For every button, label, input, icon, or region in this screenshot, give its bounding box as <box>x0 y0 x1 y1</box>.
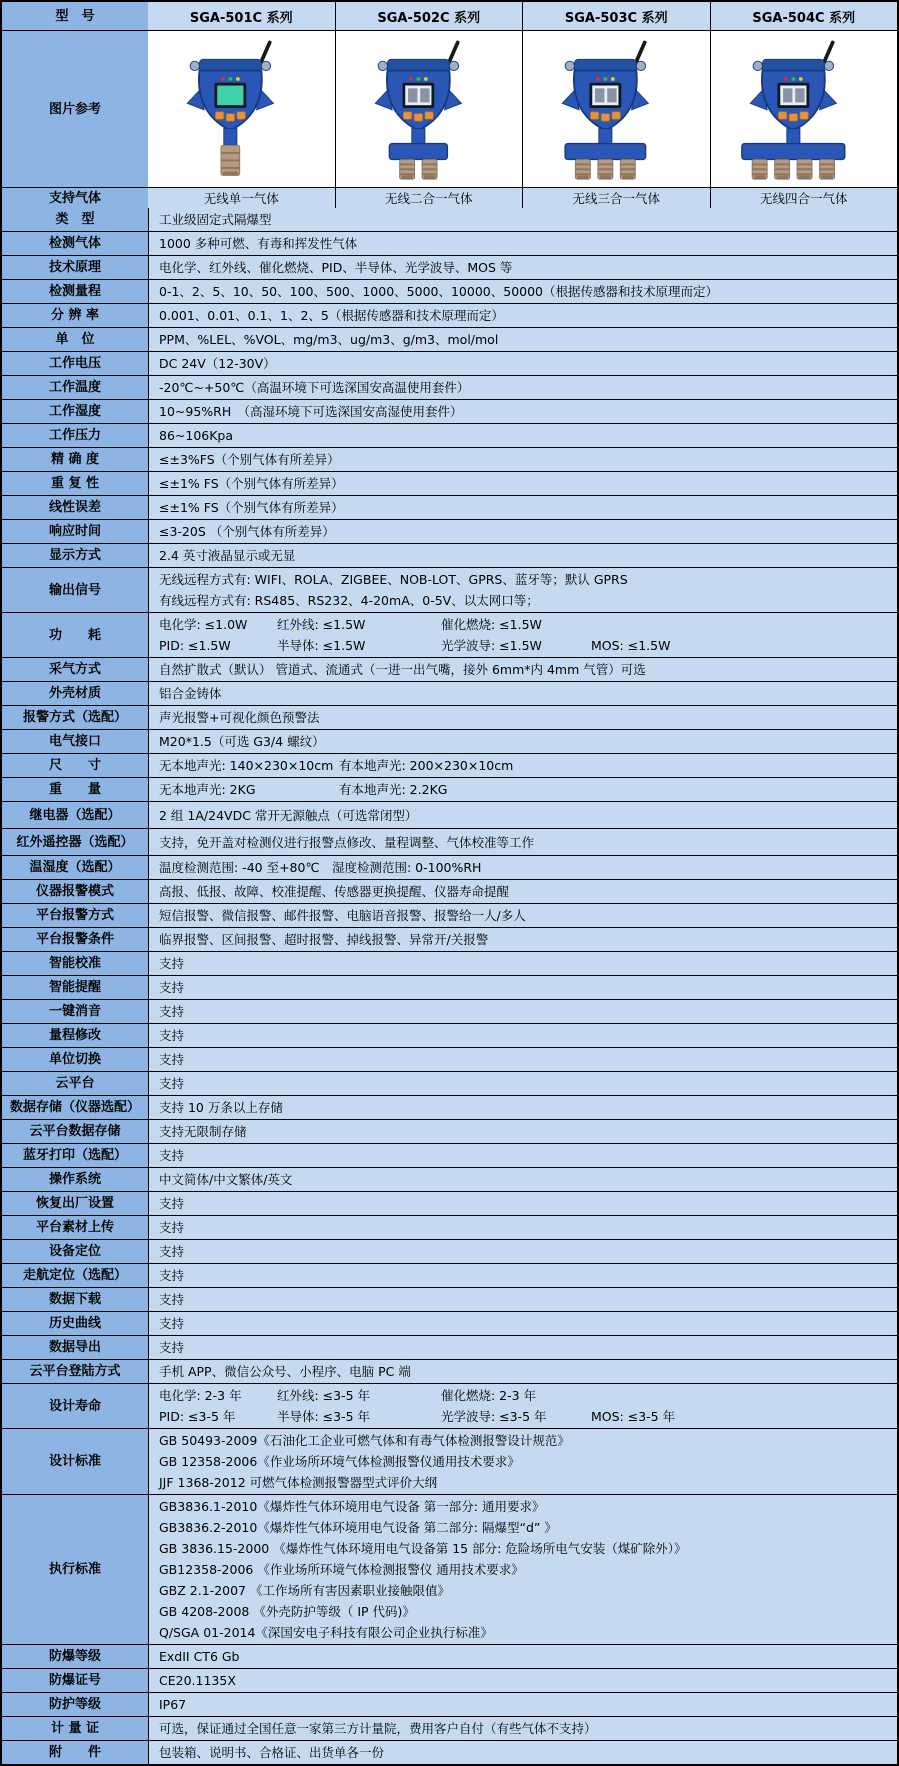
spec-value-segment: 有本地声光: 200×230×10cm <box>339 758 514 773</box>
spec-value-line <box>159 635 887 656</box>
spec-row-label: 设计标准 <box>2 1429 148 1494</box>
spec-row-value <box>148 1693 897 1716</box>
spec-value-line <box>159 1385 887 1406</box>
spec-value-segment: PID: ≤3-5 年 <box>159 1409 236 1424</box>
spec-row <box>2 327 897 351</box>
spec-row <box>2 1071 897 1095</box>
spec-value-text: 中文简体/中文繁体/英文 <box>159 1172 293 1187</box>
spec-value-line: GB 50493-2009《石油化工企业可燃气体和有毒气体检测报警设计规范》 <box>159 1433 570 1448</box>
spec-row-value <box>148 730 897 753</box>
spec-row-value <box>148 544 897 567</box>
spec-row-label: 工作湿度 <box>2 400 148 423</box>
spec-row-value <box>148 1264 897 1287</box>
spec-row-label: 输出信号 <box>2 568 148 612</box>
spec-row <box>2 1692 897 1716</box>
spec-value-segment: 光学波导: ≤1.5W <box>441 638 542 653</box>
spec-row <box>2 975 897 999</box>
spec-value-segment: PID: ≤1.5W <box>159 638 231 653</box>
spec-row-label: 显示方式 <box>2 544 148 567</box>
supported-gas-value: 无线二合一气体 <box>335 188 523 208</box>
spec-value-text: 支持 <box>159 1244 185 1259</box>
spec-value-text: ExdII CT6 Gb <box>159 1649 240 1664</box>
spec-row-value <box>148 1312 897 1335</box>
spec-value-line: GB3836.2-2010《爆炸性气体环境用电气设备 第二部分: 隔爆型“d” 》 <box>159 1520 557 1535</box>
spec-value-text: 支持 <box>159 1052 185 1067</box>
spec-row <box>2 729 897 753</box>
spec-row-label: 工作温度 <box>2 376 148 399</box>
spec-row-label: 数据导出 <box>2 1336 148 1359</box>
spec-row-label: 平台报警方式 <box>2 904 148 927</box>
spec-row-value <box>148 1192 897 1215</box>
spec-value-line: GB 12358-2006《作业场所环境气体检测报警仪通用技术要求》 <box>159 1454 520 1469</box>
spec-row-value <box>148 1360 897 1383</box>
spec-row-label: 重 量 <box>2 778 148 801</box>
spec-row-value <box>148 1048 897 1071</box>
spec-row <box>2 1668 897 1692</box>
spec-row-label: 数据存储（仪器选配） <box>2 1096 148 1119</box>
spec-row <box>2 1023 897 1047</box>
spec-value-line <box>159 1406 887 1427</box>
spec-row-label: 设计寿命 <box>2 1384 148 1428</box>
spec-row-value <box>148 1288 897 1311</box>
spec-value-line: GBZ 2.1-2007 《工作场所有害因素职业接触限值》 <box>159 1583 450 1598</box>
spec-row-label: 历史曲线 <box>2 1312 148 1335</box>
spec-row-label: 平台素材上传 <box>2 1216 148 1239</box>
spec-row-value <box>148 1336 897 1359</box>
spec-value-text: ≤3-20S （个别气体有所差异） <box>159 524 335 539</box>
supported-gas-value: 无线四合一气体 <box>710 188 898 208</box>
spec-row <box>2 801 897 828</box>
spec-row <box>2 1311 897 1335</box>
spec-row <box>2 399 897 423</box>
spec-value-text: 自然扩散式（默认） 管道式、流通式（一进一出气嘴，接外 6mm*内 4mm 气管）可选 <box>159 662 646 677</box>
spec-row-value <box>148 658 897 681</box>
model-header: SGA-501C 系列 <box>148 2 335 30</box>
spec-row-label: 尺 寸 <box>2 754 148 777</box>
spec-row <box>2 1095 897 1119</box>
spec-row <box>2 279 897 303</box>
spec-value-segment: 无本地声光: 2KG <box>159 782 256 797</box>
spec-row-value <box>148 1072 897 1095</box>
spec-value-text: 1000 多种可燃、有毒和挥发性气体 <box>159 236 358 251</box>
spec-row-label: 红外遥控器（选配） <box>2 829 148 855</box>
gas-detector-3-probe-icon <box>523 35 710 181</box>
spec-row-label: 响应时间 <box>2 520 148 543</box>
model-header: SGA-502C 系列 <box>335 2 523 30</box>
spec-value-text: 支持 <box>159 1028 185 1043</box>
spec-value-segment: 有本地声光: 2.2KG <box>339 782 448 797</box>
spec-row <box>2 927 897 951</box>
spec-row <box>2 828 897 855</box>
spec-row-value <box>148 952 897 975</box>
spec-value-segment: 无本地声光: 140×230×10cm <box>159 758 334 773</box>
gas-detector-2-probe-icon <box>336 35 523 181</box>
spec-row <box>2 1143 897 1167</box>
supported-gas-value: 无线单一气体 <box>148 188 335 208</box>
spec-row-label: 类 型 <box>2 208 148 231</box>
spec-row-value <box>148 496 897 519</box>
spec-value-text: PPM、%LEL、%VOL、mg/m3、ug/m3、g/m3、mol/mol <box>159 332 499 347</box>
spec-row-label: 精 确 度 <box>2 448 148 471</box>
spec-value-line: GB12358-2006 《作业场所环境气体检测报警仪 通用技术要求》 <box>159 1562 524 1577</box>
gas-detector-4-probe-icon <box>711 35 898 181</box>
spec-row-value <box>148 976 897 999</box>
spec-row-value <box>148 352 897 375</box>
spec-row-label: 附 件 <box>2 1741 148 1764</box>
spec-row-label: 单位切换 <box>2 1048 148 1071</box>
spec-row-label: 设备定位 <box>2 1240 148 1263</box>
spec-value-text: 电化学、红外线、催化燃烧、PID、半导体、光学波导、MOS 等 <box>159 260 513 275</box>
spec-row-label: 重 复 性 <box>2 472 148 495</box>
spec-row-label: 工作压力 <box>2 424 148 447</box>
spec-value-segment: 催化燃烧: ≤1.5W <box>441 617 542 632</box>
spec-row <box>2 1047 897 1071</box>
spec-row-label: 仪器报警模式 <box>2 880 148 903</box>
spec-value-line: GB 3836.15-2000 《爆炸性气体环境用电气设备第 15 部分: 危险场所电气安装（煤矿除外）》 <box>159 1541 687 1556</box>
spec-row-value <box>148 1240 897 1263</box>
spec-row-value <box>148 448 897 471</box>
spec-row-label: 数据下载 <box>2 1288 148 1311</box>
spec-value-text: 声光报警+可视化颜色预警法 <box>159 710 320 725</box>
spec-value-text: 支持 <box>159 1148 185 1163</box>
spec-row-value <box>148 1120 897 1143</box>
product-image-sga-503c <box>522 31 710 187</box>
spec-row <box>2 1167 897 1191</box>
spec-value-text: 包装箱、说明书、合格证、出货单各一份 <box>159 1745 385 1760</box>
spec-row <box>2 951 897 975</box>
spec-row-value <box>148 400 897 423</box>
spec-row <box>2 999 897 1023</box>
spec-row <box>2 1494 897 1644</box>
spec-row-label: 电气接口 <box>2 730 148 753</box>
spec-row <box>2 879 897 903</box>
spec-row-value <box>148 328 897 351</box>
spec-row-label: 外壳材质 <box>2 682 148 705</box>
spec-row-label: 技术原理 <box>2 256 148 279</box>
spec-value-text: 临界报警、区间报警、超时报警、掉线报警、异常开/关报警 <box>159 932 489 947</box>
spec-value-text: 可选，保证通过全国任意一家第三方计量院，费用客户自付（有些气体不支持） <box>159 1721 597 1736</box>
spec-row-value <box>148 778 897 801</box>
spec-row-label: 计 量 证 <box>2 1717 148 1740</box>
spec-value-segment: 电化学: ≤1.0W <box>159 617 248 632</box>
spec-value-line <box>159 614 887 635</box>
spec-row <box>2 1644 897 1668</box>
spec-row-label: 单 位 <box>2 328 148 351</box>
spec-row-value <box>148 1741 897 1764</box>
spec-row-value <box>148 520 897 543</box>
spec-row-label: 分 辨 率 <box>2 304 148 327</box>
spec-row-value <box>148 754 897 777</box>
spec-row-label: 防爆等级 <box>2 1645 148 1668</box>
spec-value-text: 高报、低报、故障、校准提醒、传感器更换提醒、仪器寿命提醒 <box>159 884 510 899</box>
spec-value-text: 支持无限制存储 <box>159 1124 247 1139</box>
spec-value-text: 0.001、0.01、0.1、1、2、5（根据传感器和技术原理而定） <box>159 308 504 323</box>
model-header: SGA-504C 系列 <box>710 2 898 30</box>
spec-row-value <box>148 376 897 399</box>
spec-value-line: 无线远程方式有: WIFI、ROLA、ZIGBEE、NOB-LOT、GPRS、蓝牙等；默认 GPRS <box>159 572 628 587</box>
spec-row <box>2 1335 897 1359</box>
spec-value-text: 支持 <box>159 956 185 971</box>
spec-value-text: 短信报警、微信报警、邮件报警、电脑语音报警、报警给一人/多人 <box>159 908 526 923</box>
spec-row <box>2 1716 897 1740</box>
spec-row-label: 线性误差 <box>2 496 148 519</box>
spec-row-label: 智能校准 <box>2 952 148 975</box>
spec-value-line <box>159 779 887 800</box>
spec-row-value <box>148 1717 897 1740</box>
spec-row-label: 云平台数据存储 <box>2 1120 148 1143</box>
product-image-sga-504c <box>710 31 898 187</box>
spec-value-segment: 红外线: ≤1.5W <box>277 617 366 632</box>
spec-value-text: 支持 <box>159 1340 185 1355</box>
spec-value-text: CE20.1135X <box>159 1673 236 1688</box>
spec-row-value <box>148 802 897 828</box>
spec-value-text: 温度检测范围: -40 至+80℃ 湿度检测范围: 0-100%RH <box>159 860 482 875</box>
spec-value-segment: MOS: ≤3-5 年 <box>591 1409 676 1424</box>
spec-row-value <box>148 829 897 855</box>
spec-value-text: 2.4 英寸液晶显示或无显 <box>159 548 296 563</box>
spec-row <box>2 777 897 801</box>
spec-value-text: 支持 <box>159 1076 185 1091</box>
spec-row-value <box>148 880 897 903</box>
spec-row-label: 检测气体 <box>2 232 148 255</box>
spec-row <box>2 303 897 327</box>
spec-row <box>2 705 897 729</box>
spec-row-value <box>148 1024 897 1047</box>
spec-row-label: 云平台 <box>2 1072 148 1095</box>
spec-row <box>2 231 897 255</box>
spec-row <box>2 1215 897 1239</box>
spec-value-text: 支持 <box>159 1316 185 1331</box>
spec-row-value <box>148 1144 897 1167</box>
gas-row <box>2 187 897 208</box>
spec-value-text: 铝合金铸体 <box>159 686 222 701</box>
spec-row-value <box>148 568 897 612</box>
spec-row <box>2 375 897 399</box>
spec-row-value <box>148 1669 897 1692</box>
spec-value-text: 2 组 1A/24VDC 常开无源触点（可选常闭型） <box>159 807 418 823</box>
spec-row-value <box>148 1495 897 1644</box>
spec-row <box>2 612 897 657</box>
spec-row <box>2 255 897 279</box>
spec-row-value <box>148 706 897 729</box>
spec-row-label: 平台报警条件 <box>2 928 148 951</box>
spec-row-value <box>148 1429 897 1494</box>
spec-value-text: 支持 <box>159 1196 185 1211</box>
spec-row-value <box>148 613 897 657</box>
spec-row <box>2 471 897 495</box>
spec-value-line: JJF 1368-2012 可燃气体检测报警器型式评价大纲 <box>159 1475 438 1490</box>
image-row <box>2 30 897 187</box>
spec-row <box>2 447 897 471</box>
spec-row <box>2 1428 897 1494</box>
spec-value-text: IP67 <box>159 1697 187 1712</box>
spec-value-segment: 半导体: ≤1.5W <box>277 638 366 653</box>
spec-row <box>2 855 897 879</box>
spec-row-value <box>148 904 897 927</box>
spec-value-line: GB 4208-2008 《外壳防护等级（ IP 代码)》 <box>159 1604 415 1619</box>
spec-value-text: DC 24V（12-30V） <box>159 356 276 371</box>
spec-value-text: 支持 10 万条以上存储 <box>159 1100 283 1115</box>
spec-row-label: 一键消音 <box>2 1000 148 1023</box>
gas-row-label: 支持气体 <box>2 188 148 208</box>
spec-row-label: 温湿度（选配） <box>2 856 148 879</box>
spec-row-value <box>148 280 897 303</box>
spec-row-value <box>148 682 897 705</box>
spec-value-segment: 半导体: ≤3-5 年 <box>277 1409 371 1424</box>
spec-row-label: 智能提醒 <box>2 976 148 999</box>
image-row-label: 图片参考 <box>2 31 148 187</box>
spec-row <box>2 657 897 681</box>
spec-row <box>2 495 897 519</box>
spec-value-text: -20℃~+50℃（高温环境下可选深国安高温使用套件） <box>159 380 470 395</box>
spec-value-text: 0-1、2、5、10、50、100、500、1000、5000、10000、50000（根据传感器和技术原理而定） <box>159 284 719 299</box>
header-model-label: 型 号 <box>2 2 148 30</box>
supported-gas-value: 无线三合一气体 <box>522 188 710 208</box>
header-models <box>148 2 897 30</box>
model-header: SGA-503C 系列 <box>522 2 710 30</box>
spec-row-value <box>148 424 897 447</box>
spec-row <box>2 567 897 612</box>
spec-row-value <box>148 1216 897 1239</box>
spec-value-text: 支持，免开盖对检测仪进行报警点修改、量程调整、气体校准等工作 <box>159 834 535 850</box>
spec-value-text: 支持 <box>159 1292 185 1307</box>
header-row <box>2 2 897 30</box>
spec-row-label: 云平台登陆方式 <box>2 1360 148 1383</box>
spec-row-label: 检测量程 <box>2 280 148 303</box>
spec-row-label: 执行标准 <box>2 1495 148 1644</box>
spec-row-value <box>148 472 897 495</box>
spec-row <box>2 351 897 375</box>
spec-value-text: 工业级固定式隔爆型 <box>159 212 272 227</box>
spec-row <box>2 1287 897 1311</box>
spec-row-value <box>148 256 897 279</box>
spec-value-text: ≤±1% FS（个别气体有所差异） <box>159 500 344 515</box>
spec-row-value <box>148 1168 897 1191</box>
spec-row <box>2 208 897 231</box>
spec-row <box>2 1359 897 1383</box>
spec-row-value <box>148 232 897 255</box>
spec-row-label: 报警方式（选配） <box>2 706 148 729</box>
spec-value-text: 支持 <box>159 980 185 995</box>
spec-row <box>2 1383 897 1428</box>
spec-row-label: 走航定位（选配） <box>2 1264 148 1287</box>
spec-row-label: 工作电压 <box>2 352 148 375</box>
spec-value-line: GB3836.1-2010《爆炸性气体环境用电气设备 第一部分: 通用要求》 <box>159 1499 545 1514</box>
spec-row-value <box>148 928 897 951</box>
product-images <box>148 31 897 187</box>
spec-row-value <box>148 1384 897 1428</box>
spec-row <box>2 1263 897 1287</box>
spec-value-text: ≤±3%FS（个别气体有所差异） <box>159 452 340 467</box>
spec-value-segment: 催化燃烧: 2-3 年 <box>441 1388 537 1403</box>
spec-value-text: 10~95%RH （高湿环境下可选深国安高湿使用套件） <box>159 404 463 419</box>
spec-value-line: Q/SGA 01-2014《深国安电子科技有限公司企业执行标准》 <box>159 1625 493 1640</box>
product-image-sga-502c <box>335 31 523 187</box>
spec-value-segment: 红外线: ≤3-5 年 <box>277 1388 371 1403</box>
spec-row-value <box>148 856 897 879</box>
spec-value-text: 86~106Kpa <box>159 428 234 443</box>
spec-row <box>2 1740 897 1764</box>
spec-value-text: 支持 <box>159 1220 185 1235</box>
spec-value-segment: 电化学: 2-3 年 <box>159 1388 242 1403</box>
spec-value-text: 手机 APP、微信公众号、小程序、电脑 PC 端 <box>159 1364 411 1379</box>
spec-row-value <box>148 1000 897 1023</box>
spec-row-label: 防爆证号 <box>2 1669 148 1692</box>
gas-detector-1-probe-icon <box>148 35 335 181</box>
spec-row <box>2 1119 897 1143</box>
spec-row-value <box>148 208 897 231</box>
spec-row <box>2 519 897 543</box>
gas-values <box>148 188 897 208</box>
spec-row-label: 采气方式 <box>2 658 148 681</box>
spec-row <box>2 753 897 777</box>
spec-row-label: 功 耗 <box>2 613 148 657</box>
spec-value-line: 有线远程方式有: RS485、RS232、4-20mA、0-5V、以太网口等； <box>159 593 539 608</box>
spec-row-label: 操作系统 <box>2 1168 148 1191</box>
spec-row-value <box>148 1096 897 1119</box>
spec-value-text: 支持 <box>159 1268 185 1283</box>
spec-row-label: 防护等级 <box>2 1693 148 1716</box>
spec-row-value <box>148 304 897 327</box>
spec-row-value <box>148 1645 897 1668</box>
spec-value-text: ≤±1% FS（个别气体有所差异） <box>159 476 344 491</box>
spec-row <box>2 1239 897 1263</box>
product-image-sga-501c <box>148 31 335 187</box>
spec-row-label: 恢复出厂设置 <box>2 1192 148 1215</box>
spec-value-segment: 光学波导: ≤3-5 年 <box>441 1409 547 1424</box>
spec-row <box>2 423 897 447</box>
spec-row-label: 蓝牙打印（选配） <box>2 1144 148 1167</box>
spec-row <box>2 543 897 567</box>
spec-value-text: M20*1.5（可选 G3/4 螺纹） <box>159 734 325 749</box>
spec-row <box>2 1191 897 1215</box>
spec-row-label: 量程修改 <box>2 1024 148 1047</box>
spec-value-text: 支持 <box>159 1004 185 1019</box>
spec-row <box>2 681 897 705</box>
spec-row <box>2 903 897 927</box>
spec-row-label: 继电器（选配） <box>2 802 148 828</box>
spec-value-segment: MOS: ≤1.5W <box>591 638 671 653</box>
spec-value-line <box>159 755 887 776</box>
